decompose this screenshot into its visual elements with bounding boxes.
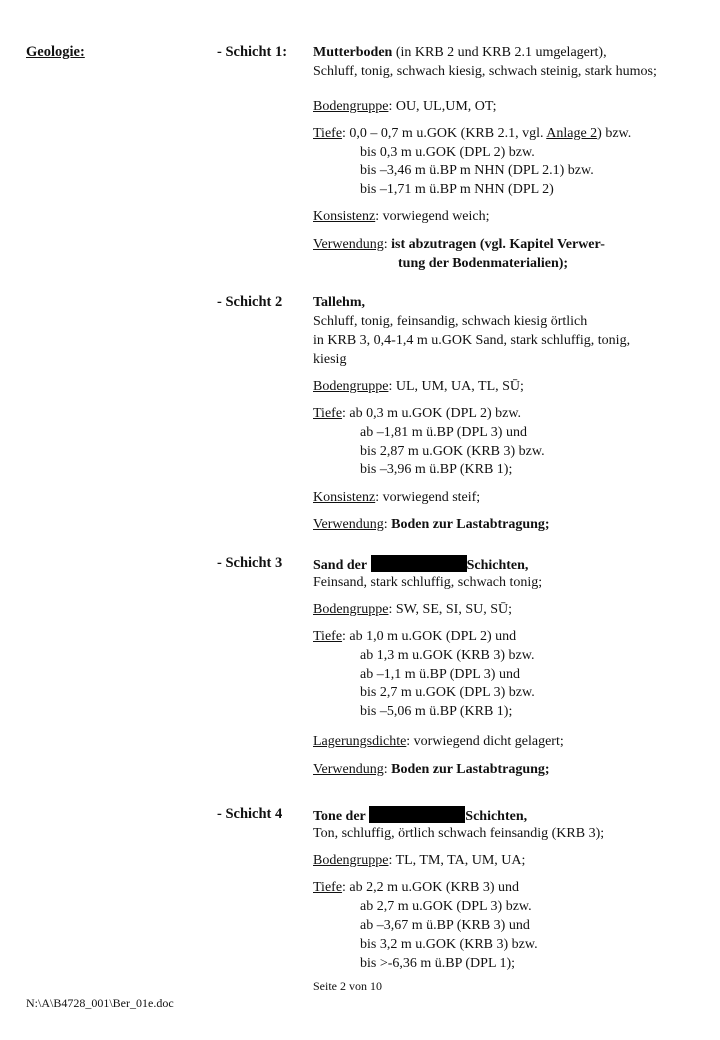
- redaction-bar: [371, 555, 467, 572]
- layer-1-verwendung-cont: tung der Bodenmaterialien);: [398, 256, 569, 271]
- layer-3-bodengruppe: Bodengruppe: SW, SE, SI, SU, SŪ;: [313, 602, 513, 617]
- layer-1-label: - Schicht 1:: [217, 44, 288, 60]
- anlage-2-link[interactable]: Anlage 2: [546, 126, 598, 141]
- layer-4-description: Ton, schluffig, örtlich schwach feinsandig (KRB 3);: [313, 826, 605, 841]
- layer-3-tiefe: Tiefe: ab 1,0 m u.GOK (DPL 2) und: [313, 629, 517, 644]
- layer-2-konsistenz: Konsistenz: vorwiegend steif;: [313, 490, 481, 505]
- layer-2-description: kiesig: [313, 352, 347, 367]
- layer-2-description: Schluff, tonig, feinsandig, schwach kiesig örtlich: [313, 314, 588, 329]
- layer-4-title: Tone der Schichten,: [313, 806, 527, 827]
- layer-4-bodengruppe: Bodengruppe: TL, TM, TA, UM, UA;: [313, 853, 526, 868]
- layer-3-tiefe-line: bis 2,7 m u.GOK (DPL 3) bzw.: [360, 685, 535, 700]
- layer-2-tiefe: Tiefe: ab 0,3 m u.GOK (DPL 2) bzw.: [313, 406, 522, 421]
- layer-3-tiefe-line: ab 1,3 m u.GOK (KRB 3) bzw.: [360, 648, 535, 663]
- layer-4-tiefe: Tiefe: ab 2,2 m u.GOK (KRB 3) und: [313, 880, 519, 895]
- layer-2-description: in KRB 3, 0,4-1,4 m u.GOK Sand, stark schluffig, tonig,: [313, 333, 631, 348]
- layer-2-label: - Schicht 2: [217, 294, 283, 310]
- layer-1-tiefe-line: bis –1,71 m ü.BP m NHN (DPL 2): [360, 182, 554, 197]
- layer-2-verwendung: Verwendung: Boden zur Lastabtragung;: [313, 517, 550, 532]
- layer-3-description: Feinsand, stark schluffig, schwach tonig;: [313, 575, 543, 590]
- layer-1-title: Mutterboden (in KRB 2 und KRB 2.1 umgelagert),: [313, 45, 607, 60]
- layer-1-konsistenz: Konsistenz: vorwiegend weich;: [313, 209, 490, 224]
- layer-3-label: - Schicht 3: [217, 555, 283, 571]
- layer-3-verwendung: Verwendung: Boden zur Lastabtragung;: [313, 762, 550, 777]
- file-path: N:\A\B4728_001\Ber_01e.doc: [26, 996, 174, 1010]
- layer-3-tiefe-line: ab –1,1 m ü.BP (DPL 3) und: [360, 667, 520, 682]
- page-number: Seite 2 von 10: [313, 979, 382, 993]
- layer-4-label: - Schicht 4: [217, 806, 283, 822]
- layer-2-tiefe-line: ab –1,81 m ü.BP (DPL 3) und: [360, 425, 527, 440]
- layer-1-tiefe-line: bis 0,3 m u.GOK (DPL 2) bzw.: [360, 145, 535, 160]
- layer-1-description: Schluff, tonig, schwach kiesig, schwach steinig, stark humos;: [313, 64, 657, 79]
- layer-1-bodengruppe: Bodengruppe: OU, UL,UM, OT;: [313, 99, 497, 114]
- layer-3-lagerungsdichte: Lagerungsdichte: vorwiegend dicht gelagert;: [313, 734, 564, 749]
- layer-2-tiefe-line: bis –3,96 m ü.BP (KRB 1);: [360, 462, 513, 477]
- layer-3-tiefe-line: bis –5,06 m ü.BP (KRB 1);: [360, 704, 513, 719]
- layer-4-tiefe-line: bis 3,2 m u.GOK (KRB 3) bzw.: [360, 937, 538, 952]
- layer-2-title: Tallehm,: [313, 295, 365, 310]
- layer-1-tiefe-line: bis –3,46 m ü.BP m NHN (DPL 2.1) bzw.: [360, 163, 594, 178]
- layer-1-tiefe: Tiefe: 0,0 – 0,7 m u.GOK (KRB 2.1, vgl. Anlage 2) bzw.: [313, 126, 632, 141]
- section-title-geologie: Geologie:: [26, 44, 85, 60]
- layer-4-tiefe-line: ab 2,7 m u.GOK (DPL 3) bzw.: [360, 899, 532, 914]
- layer-4-tiefe-line: bis >-6,36 m ü.BP (DPL 1);: [360, 956, 516, 971]
- layer-4-tiefe-line: ab –3,67 m ü.BP (KRB 3) und: [360, 918, 530, 933]
- layer-3-title: Sand der Schichten,: [313, 555, 528, 576]
- layer-2-tiefe-line: bis 2,87 m u.GOK (KRB 3) bzw.: [360, 444, 545, 459]
- layer-2-bodengruppe: Bodengruppe: UL, UM, UA, TL, SŪ;: [313, 379, 524, 394]
- redaction-bar: [369, 806, 465, 823]
- layer-1-verwendung: Verwendung: ist abzutragen (vgl. Kapitel Verwer-: [313, 237, 605, 252]
